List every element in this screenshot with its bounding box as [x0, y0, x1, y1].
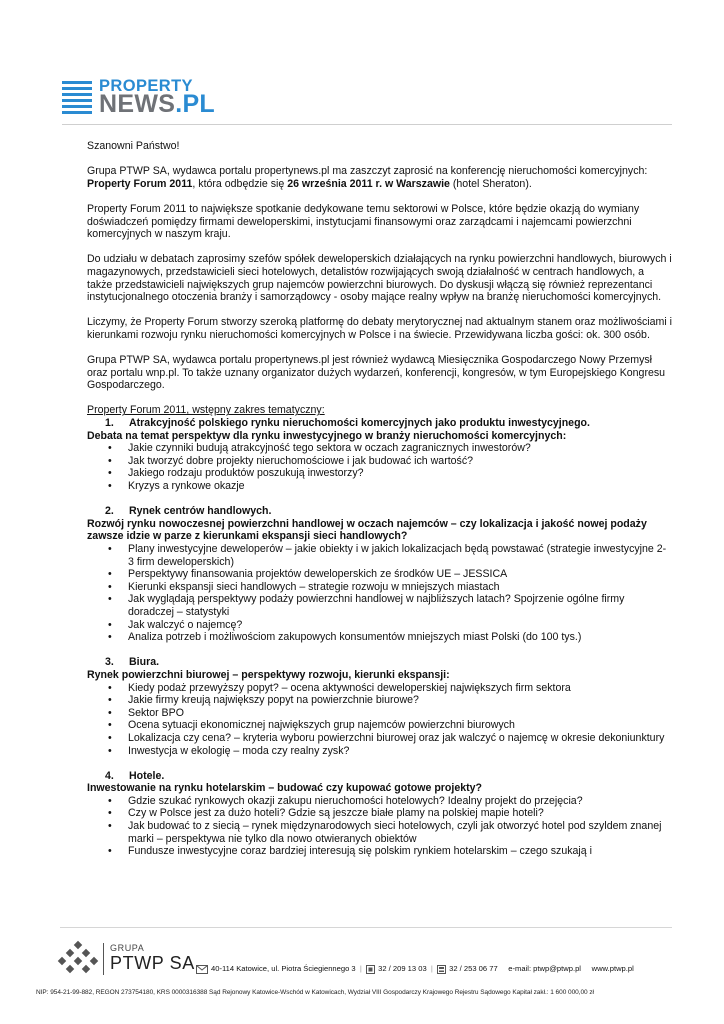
- footer-email[interactable]: e-mail: ptwp@ptwp.pl: [508, 964, 581, 973]
- bullet-item: • Czy w Polsce jest za dużo hoteli? Gdzie są jeszcze białe plamy na polskiej mapie hoteli?: [87, 807, 672, 820]
- ptwp-diamond-logo-icon: [55, 940, 103, 976]
- footer-website[interactable]: www.ptwp.pl: [591, 964, 634, 973]
- bullet-item: • Gdzie szukać rynkowych okazji zakupu nieruchomości hotelowych? Idealny projekt do przejęcia?: [87, 795, 672, 808]
- intro-paragraph: Grupa PTWP SA, wydawca portalu propertynews.pl ma zaszczyt zaprosić na konferencję nieruchomości komercyjnych: Property Forum 2011, która odbędzie się 26 września 2011 r. w Warszawie (hotel Sheraton).: [87, 165, 648, 190]
- program-section: [87, 417, 672, 493]
- logo-news-text: NEWS.PL: [99, 90, 215, 118]
- footer-phone: 32 / 209 13 03: [378, 964, 427, 973]
- bullet-item: • Jak budować to z siecią – rynek międzynarodowych sieci hotelowych, czyli jak otworzyć hotel pod szyldem znanej marki – perspektywa nie tylko dla nowo otwieranych obiektów: [87, 820, 672, 845]
- bullet-item: • Jak walczyć o najemcę?: [87, 619, 672, 632]
- bullet-item: • Kiedy podaż przewyższy popyt? – ocena aktywności deweloperskiej największych firm sektora: [87, 682, 672, 695]
- building-stripes-icon: [62, 78, 94, 114]
- section-subtitle: Debata na temat perspektyw dla rynku inwestycyjnego w branży nieruchomości komercyjnych:: [87, 429, 567, 442]
- footer-logo-divider: [103, 943, 104, 975]
- bullet-item: • Ocena sytuacji ekonomicznej największych grup najemców powierzchni biurowych: [87, 719, 672, 732]
- footer-divider: [60, 927, 672, 928]
- program-section: [87, 505, 672, 644]
- section-subtitle: Rynek powierzchni biurowej – perspektywy rozwoju, kierunki ekspansji:: [87, 668, 450, 681]
- bullet-item: • Jakie firmy kreują największy popyt na powierzchnie biurowe?: [87, 694, 672, 707]
- paragraph: Property Forum 2011 to największe spotkanie dedykowane temu sektorowi w Polsce, które będzie okazją do wymiany doświadczeń pomiędzy firmami deweloperskimi, instytucjami finansowymi oraz zarządcami i najemcami powierzchni komercyjnych w naszym kraju.: [87, 202, 640, 241]
- logo-property-text: PROPERTY: [99, 77, 193, 95]
- legal-info: NIP: 954-21-99-882, REGON 273754180, KRS 0000316388 Sąd Rejonowy Katowice-Wschód w Katowicach, Wydział VIII Gospodarczy Krajowego Rejestru Sądowego Kapitał zakł.: 1 600 000,00 zł: [36, 989, 594, 996]
- bullet-item: • Plany inwestycyjne deweloperów – jakie obiekty i w jakich lokalizacjach będą powstawać (strategie inwestycyjne 2-3 firm deweloperskich): [87, 543, 672, 568]
- company-name: PTWP SA: [110, 953, 195, 973]
- section-title: Hotele.: [129, 769, 165, 782]
- group-label: GRUPA: [110, 943, 145, 953]
- phone-icon: [366, 965, 375, 974]
- paragraph: Liczymy, że Property Forum stworzy szeroką platformę do debaty merytorycznej nad aktualnym stanem oraz możliwościami i kierunkami rozwoju rynku nieruchomości komercyjnych w Polsce i na świecie. Przewidywana liczba gości: ok. 300 osób.: [87, 316, 673, 341]
- letter-body: [87, 140, 672, 858]
- bullet-item: • Jak wyglądają perspektywy podaży powierzchni handlowej w najbliższych latach? Spojrzenie ogólne firmy doradczej – statystyki: [87, 593, 672, 618]
- program-title: Property Forum 2011, wstępny zakres tematyczny:: [87, 404, 325, 417]
- bullet-item: • Lokalizacja czy cena? – kryteria wyboru powierzchni biurowej oraz jak walczyć o najemcę w okresie dekoniunktury: [87, 732, 672, 745]
- section-number: 1.: [105, 417, 114, 430]
- footer-fax: 32 / 253 06 77: [449, 964, 498, 973]
- section-number: 4.: [105, 769, 114, 782]
- paragraph: Grupa PTWP SA, wydawca portalu propertynews.pl jest również wydawcą Miesięcznika Gospodarczego Nowy Przemysł oraz portalu wnp.pl. To także uznany organizator dużych wydarzeń, konferencji, kongresów, w tym Europejskiego Kongresu Gospodarczego.: [87, 354, 666, 392]
- propertynews-logo: [62, 78, 302, 118]
- bullet-item: • Inwestycja w ekologię – moda czy realny zysk?: [87, 745, 672, 758]
- bullet-item: • Kierunki ekspansji sieci handlowych – strategie rozwoju w mniejszych miastach: [87, 581, 672, 594]
- footer-address: 40-114 Katowice, ul. Piotra Ściegiennego 3: [211, 964, 356, 973]
- bullet-item: • Sektor BPO: [87, 707, 672, 720]
- section-title: Rynek centrów handlowych.: [129, 505, 272, 518]
- bullet-item: • Perspektywy finansowania projektów deweloperskich ze środków UE – JESSICA: [87, 568, 672, 581]
- section-title: Atrakcyjność polskiego rynku nieruchomości komercyjnych jako produktu inwestycyjnego.: [129, 417, 590, 430]
- greeting: Szanowni Państwo!: [87, 140, 180, 152]
- bullet-item: • Fundusze inwestycyjne coraz bardziej interesują się polskim rynkiem hotelarskim – czego szukają i: [87, 845, 672, 858]
- section-subtitle: Rozwój rynku nowoczesnej powierzchni handlowej w oczach najemców – czy lokalizacja i jakość nowej podaży zawsze idzie w parze z kierunkami ekspansji sieci handlowych?: [87, 517, 647, 543]
- contact-line: 40-114 Katowice, ul. Piotra Ściegiennego 3 | 32 / 209 13 03 | 32 / 253 06 77 e-mail: ptwp@ptwp.pl www.ptwp.pl: [196, 963, 672, 977]
- section-title: Biura.: [129, 656, 160, 669]
- header-divider: [62, 124, 672, 125]
- program-section: [87, 770, 672, 858]
- bullet-item: • Jakie czynniki budują atrakcyjność tego sektora w oczach zagranicznych inwestorów?: [87, 442, 672, 455]
- bullet-item: • Analiza potrzeb i możliwościom zakupowych konsumentów mniejszych miast Polski (do 100 tys.): [87, 631, 672, 644]
- section-subtitle: Inwestowanie na rynku hotelarskim – budować czy kupować gotowe projekty?: [87, 782, 483, 795]
- fax-icon: [437, 965, 446, 974]
- bullet-item: • Jakiego rodzaju produktów poszukują inwestorzy?: [87, 467, 672, 480]
- envelope-icon: [196, 965, 208, 974]
- paragraph: Do udziału w debatach zaprosimy szefów spółek deweloperskich działających na rynku powierzchni handlowych, biurowych i magazynowych, przedstawicieli sieci hotelowych, detalistów rozwijających swoją działalność w centrach handlowych, a także przedstawicieli największych grup najemców powierzchni biurowych. Do dyskusji włączą się również reprezentanci instytucjonalnego otoczenia branży i samorządowcy - osoby mające realny wpływ na branżę nieruchomości komercyjnych.: [87, 253, 672, 304]
- section-number: 2.: [105, 505, 114, 518]
- bullet-item: • Kryzys a rynkowe okazje: [87, 480, 672, 493]
- program-section: [87, 656, 672, 757]
- bullet-item: • Jak tworzyć dobre projekty nieruchomościowe i jak budować ich wartość?: [87, 455, 672, 468]
- section-number: 3.: [105, 656, 114, 669]
